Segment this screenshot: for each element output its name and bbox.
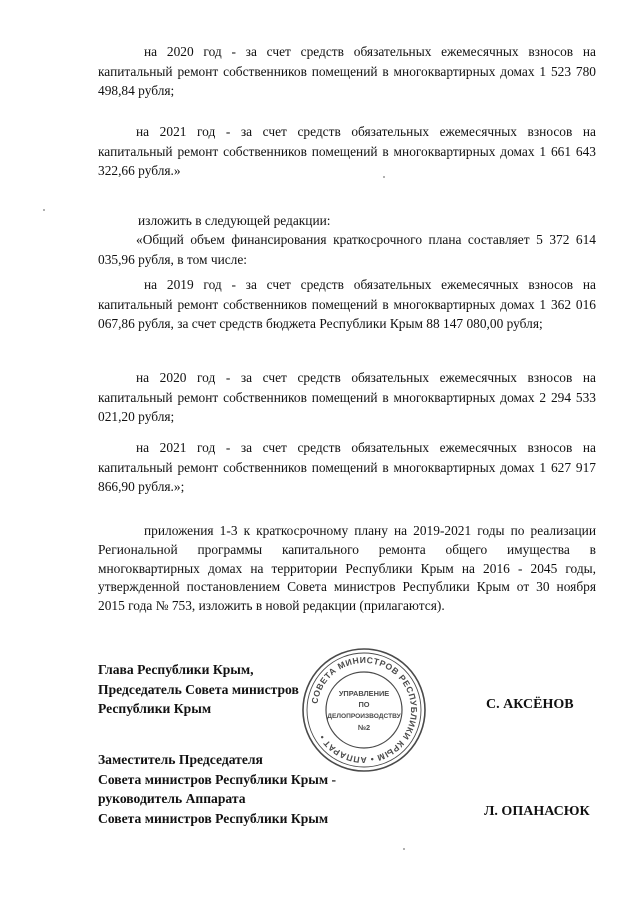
stamp-inner-line: ДЕЛОПРОИЗВОДСТВУ	[327, 713, 401, 720]
paragraph-2019-funding: на 2019 год - за счет средств обязательных ежемесячных взносов на капитальный ремонт собственников помещений в многоквартирных домах 1 362 016 067,86 рубля, за счет средств бюджета Республики Крым 88 147 080,00 рубля;	[98, 277, 596, 331]
scan-speck	[403, 848, 405, 850]
paragraph-2020-funding: на 2020 год - за счет средств обязательных ежемесячных взносов на капитальный ремонт собственников помещений в многоквартирных домах 1 523 780 498,84 рубля;	[98, 44, 596, 98]
paragraph-2021-funding: на 2021 год - за счет средств обязательных ежемесячных взносов на капитальный ремонт собственников помещений в многоквартирных домах 1 661 643 322,66 рубля.»	[98, 124, 596, 178]
stamp-inner-line: УПРАВЛЕНИЕ	[338, 689, 390, 698]
paragraph-appendices: приложения 1-3 к краткосрочному плану на 2019-2021 годы по реализации Региональной программы капитального ремонта общего имущества в многоквартирных домах на территории Республики Крым на 2016 - 2045 годы, утвержденной постановлением Совета министров Республики Крым от 30 ноября 2015 года № 753, изложить в новой редакции (прилагаются).	[98, 523, 596, 614]
signature-title-line: Совета министров Республики Крым -	[98, 771, 337, 787]
paragraph-total-funding: «Общий объем финансирования краткосрочного плана составляет 5 372 614 035,96 рубля, в том числе:	[98, 232, 596, 267]
signature-title-line: Республики Крым	[98, 701, 212, 716]
signature-title-line: руководитель Аппарата	[98, 791, 246, 806]
scan-speck	[383, 176, 385, 178]
paragraph-2020-funding-new: на 2020 год - за счет средств обязательных ежемесячных взносов на капитальный ремонт собственников помещений в многоквартирных домах 2 294 533 021,20 рубля;	[98, 370, 596, 424]
signature-title-line: Заместитель Председателя	[98, 752, 263, 767]
paragraph-2021-funding-new: на 2021 год - за счет средств обязательных ежемесячных взносов на капитальный ремонт собственников помещений в многоквартирных домах 1 627 917 866,90 рубля.»;	[98, 440, 596, 494]
signatory-name-deputy: Л. ОПАНАСЮК	[484, 804, 590, 819]
signature-title-deputy	[98, 750, 368, 828]
signature-title-line: Председатель Совета министров	[98, 681, 299, 697]
stamp-inner-line: ПО	[358, 700, 370, 709]
scan-speck	[43, 209, 45, 211]
signature-title-line: Совета министров Республики Крым	[98, 810, 329, 826]
stamp-inner-line: №2	[357, 723, 371, 732]
signatory-name-head: С. АКСЁНОВ	[486, 697, 574, 712]
stamp-outer-text: СОВЕТА МИНИСТРОВ РЕСПУБЛИКИ КРЫМ • АППАРАТ •	[309, 654, 420, 766]
signature-title-line: Глава Республики Крым,	[98, 662, 254, 677]
paragraph-new-edition-intro: изложить в следующей редакции:	[138, 213, 331, 228]
